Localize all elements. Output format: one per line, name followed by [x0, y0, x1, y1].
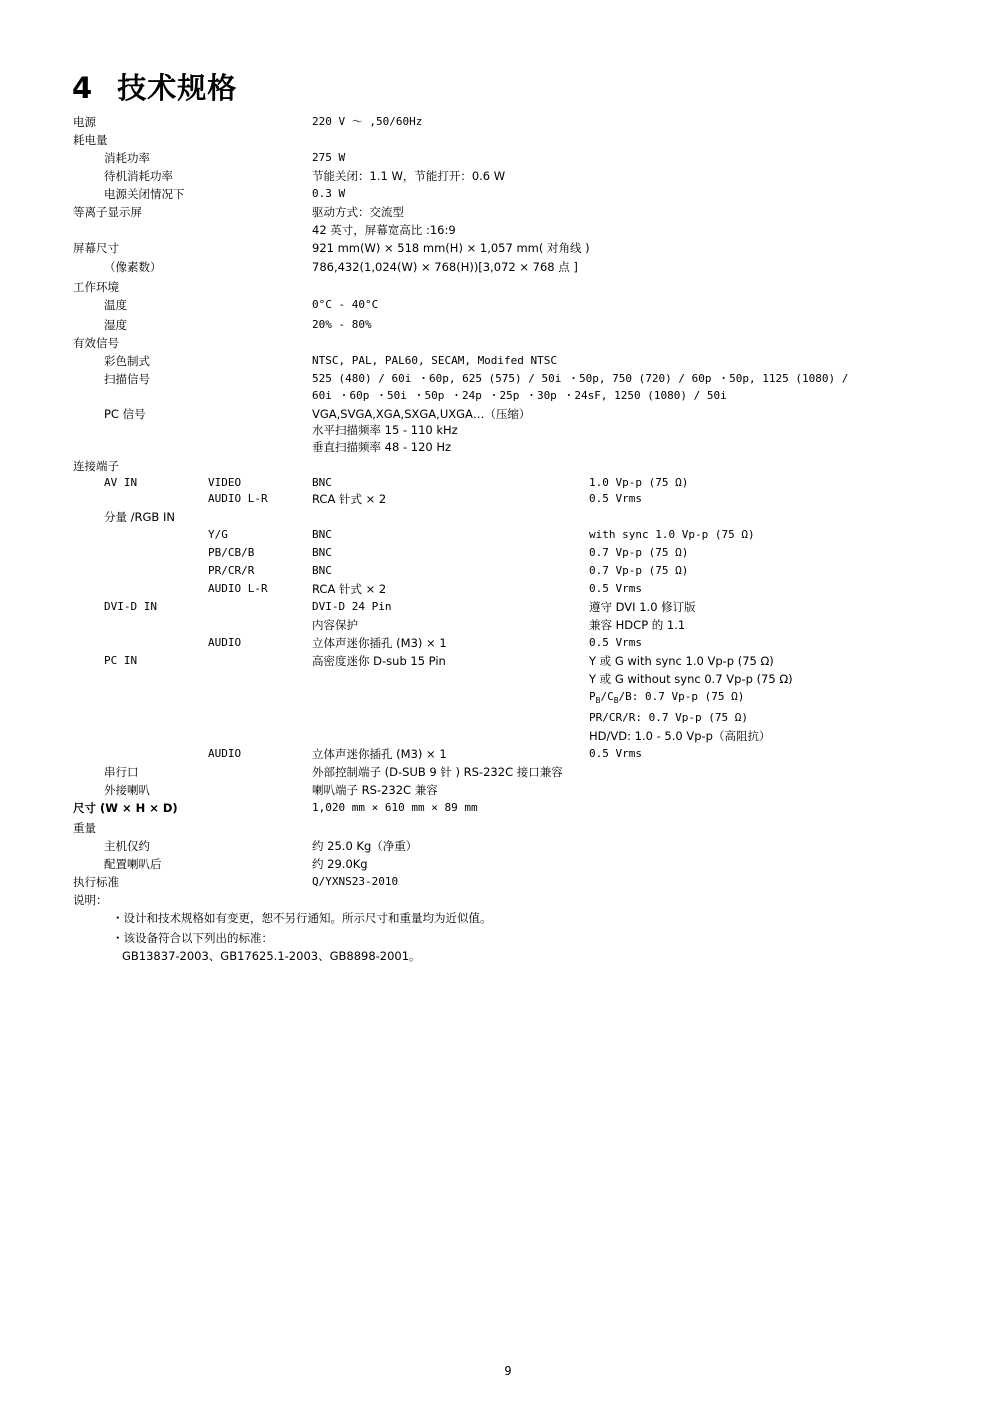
spec-label: 串行口 [104, 765, 139, 779]
spec-value: VGA,SVGA,XGA,SXGA,UXGA…（压缩） [312, 407, 531, 421]
spec-row-pc-in-3 [0, 688, 993, 706]
spec-value: Q/YXNS23-2010 [312, 875, 399, 888]
spec-label: 尺寸 (W × H × D) [73, 801, 178, 815]
spec-row-pixels [0, 258, 993, 276]
terminal-spec: 0.5 Vrms [589, 492, 642, 505]
terminal-connector: BNC [312, 476, 332, 489]
terminal-name: AUDIO L-R [208, 582, 268, 595]
spec-label: PC 信号 [104, 407, 146, 421]
spec-label: 扫描信号 [104, 372, 150, 386]
terminal-spec: Y 或 G without sync 0.7 Vp-p (75 Ω) [589, 672, 793, 686]
terminal-spec: 0.5 Vrms [589, 747, 642, 760]
terminal-connector: RCA 针式 × 2 [312, 582, 387, 596]
spec-value: 525 (480) / 60i ・60p, 625 (575) / 50i ・50p, 750 (720) / 60p ・50p, 1125 (1080) / [312, 372, 849, 385]
spec-label: 有效信号 [73, 336, 119, 350]
terminal-spec: 1.0 Vp-p (75 Ω) [589, 476, 689, 489]
spec-label: 主机仅约 [104, 839, 150, 853]
terminal-name: PR/CR/R [208, 564, 255, 577]
spec-row-humidity [0, 316, 993, 334]
spec-label: 执行标准 [73, 875, 119, 889]
spec-row-speaker [0, 781, 993, 799]
note-item [0, 929, 993, 947]
spec-label: 说明： [73, 893, 108, 907]
spec-value: 786,432(1,024(W) × 768(H))[3,072 × 768 点 ] [312, 260, 578, 274]
spec-row-panel [0, 203, 993, 221]
spec-label: 外接喇叭 [104, 783, 150, 797]
spec-row-weight-speakers [0, 855, 993, 873]
terminal-connector: DVI-D 24 Pin [312, 600, 392, 613]
section-heading [72, 66, 237, 107]
spec-label: 彩色制式 [104, 354, 150, 368]
spec-label: 重量 [73, 821, 96, 835]
spec-label: 温度 [104, 298, 127, 312]
terminal-connector: RCA 针式 × 2 [312, 492, 387, 506]
spec-label: 配置喇叭后 [104, 857, 162, 871]
spec-row-signals [0, 334, 993, 352]
terminal-connector: 立体声迷你插孔 (M3) × 1 [312, 636, 447, 650]
spec-row-pc-in-audio [0, 745, 993, 763]
spec-label: 待机消耗功率 [104, 169, 173, 183]
terminal-connector: 立体声迷你插孔 (M3) × 1 [312, 747, 447, 761]
spec-row-pc-in-2 [0, 670, 993, 688]
terminal-connector: BNC [312, 528, 332, 541]
spec-row-dvi-protection [0, 616, 993, 634]
spec-row-component-pb [0, 544, 993, 562]
spec-label: （像素数） [104, 260, 162, 274]
terminal-spec: PR/CR/R: 0.7 Vp-p (75 Ω) [589, 711, 748, 724]
spec-value: 1,020 mm × 610 mm × 89 mm [312, 801, 478, 814]
note-text: GB13837-2003、GB17625.1-2003、GB8898-2001。 [122, 949, 421, 963]
page-number: 9 [504, 1364, 512, 1378]
terminal-connector: BNC [312, 546, 332, 559]
spec-row-rated-power [0, 149, 993, 167]
spec-row-component-audio [0, 580, 993, 598]
spec-row-dvi-audio [0, 634, 993, 652]
spec-row-standby-power [0, 167, 993, 185]
spec-row-pc-in [0, 652, 993, 670]
spec-value: 外部控制端子 (D-SUB 9 针 ) RS-232C 接口兼容 [312, 765, 563, 779]
spec-value: 驱动方式：交流型 [312, 205, 404, 219]
terminal-name: AUDIO [208, 636, 242, 649]
terminal-spec: 0.7 Vp-p (75 Ω) [589, 564, 689, 577]
terminal-name: VIDEO [208, 476, 242, 489]
terminal-connector: 内容保护 [312, 618, 358, 632]
spec-row-temperature [0, 296, 993, 314]
spec-row-av-audio [0, 490, 993, 508]
spec-row-scan-signal [0, 370, 993, 388]
terminal-group: 分量 /RGB IN [104, 510, 175, 524]
spec-label: 电源关闭情况下 [104, 187, 185, 201]
spec-row-weight-main [0, 837, 993, 855]
note-item [0, 947, 993, 965]
spec-row-pc-in-5 [0, 727, 993, 745]
spec-value: 921 mm(W) × 518 mm(H) × 1,057 mm( 对角线 ) [312, 241, 590, 255]
spec-value: 约 25.0 Kg（净重） [312, 839, 418, 853]
section-number: 4 [72, 71, 94, 105]
terminal-spec: Y 或 G with sync 1.0 Vp-p (75 Ω) [589, 654, 774, 668]
spec-value: 喇叭端子 RS-232C 兼容 [312, 783, 438, 797]
spec-row-pc-hfreq [0, 421, 993, 439]
terminal-name: Y/G [208, 528, 228, 541]
spec-value: 20% - 80% [312, 318, 372, 331]
spec-label: 连接端子 [73, 459, 119, 473]
terminal-group: DVI-D IN [104, 600, 157, 613]
spec-value: 节能关闭：1.1 W，节能打开：0.6 W [312, 169, 506, 183]
terminal-spec: 0.5 Vrms [589, 636, 642, 649]
spec-value: 220 V ～ ,50/60Hz [312, 115, 423, 128]
terminal-spec: with sync 1.0 Vp-p (75 Ω) [589, 528, 755, 541]
spec-label: 等离子显示屏 [73, 205, 142, 219]
spec-label: 耗电量 [73, 133, 108, 147]
spec-row-weight [0, 819, 993, 837]
spec-row-power [0, 113, 993, 131]
terminal-spec: HD/VD: 1.0 - 5.0 Vp-p（高阻抗） [589, 729, 771, 743]
spec-row-screen-size [0, 239, 993, 257]
terminal-group: AV IN [104, 476, 138, 489]
spec-label: 消耗功率 [104, 151, 150, 165]
spec-value: 垂直扫描频率 48 - 120 Hz [312, 440, 452, 454]
terminal-connector: 高密度迷你 D-sub 15 Pin [312, 654, 446, 668]
spec-row-panel-size [0, 221, 993, 239]
terminal-spec: 0.5 Vrms [589, 582, 642, 595]
spec-row-component-pr [0, 562, 993, 580]
spec-row-power-off [0, 185, 993, 203]
spec-value: NTSC, PAL, PAL60, SECAM, Modifed NTSC [312, 354, 558, 367]
spec-row-dimensions [0, 799, 993, 817]
spec-value: 约 29.0Kg [312, 857, 368, 871]
terminal-name: AUDIO [208, 747, 242, 760]
spec-value: 275 W [312, 151, 346, 164]
spec-value: 0°C - 40°C [312, 298, 379, 311]
spec-value: 水平扫描频率 15 - 110 kHz [312, 423, 458, 437]
terminal-name: PB/CB/B [208, 546, 255, 559]
section-title: 技术规格 [117, 71, 238, 105]
spec-row-component [0, 508, 993, 526]
spec-row-environment [0, 278, 993, 296]
spec-row-pc-in-4 [0, 709, 993, 727]
note-text: ・设计和技术规格如有变更，恕不另行通知。所示尺寸和重量均为近似值。 [112, 911, 492, 925]
terminal-spec: 兼容 HDCP 的 1.1 [589, 618, 686, 632]
notes-heading [0, 891, 993, 909]
terminal-group: PC IN [104, 654, 138, 667]
spec-row-pc-vfreq [0, 438, 993, 456]
spec-label: 湿度 [104, 318, 127, 332]
spec-label: 电源 [73, 115, 96, 129]
spec-row-dvi [0, 598, 993, 616]
spec-label: 屏幕尺寸 [73, 241, 119, 255]
spec-row-color-system [0, 352, 993, 370]
spec-row-scan-signal-cont [0, 387, 993, 405]
spec-label: 工作环境 [73, 280, 119, 294]
terminal-spec: 遵守 DVI 1.0 修订版 [589, 600, 696, 614]
note-text: ・该设备符合以下列出的标准： [112, 931, 273, 945]
spec-row-consumption [0, 131, 993, 149]
spec-row-component-yg [0, 526, 993, 544]
spec-row-serial [0, 763, 993, 781]
terminal-spec: $P_B/C_B/B$: 0.7 Vp-p (75 Ω) [589, 690, 745, 705]
spec-value: 42 英寸，屏幕宽高比 :16:9 [312, 223, 456, 237]
note-item [0, 909, 993, 927]
spec-value: 60i ・60p ・50i ・50p ・24p ・25p ・30p ・24sF, 1250 (1080) / 50i [312, 389, 727, 402]
terminal-spec: 0.7 Vp-p (75 Ω) [589, 546, 689, 559]
spec-row-standard [0, 873, 993, 891]
terminal-name: AUDIO L-R [208, 492, 268, 505]
terminal-connector: BNC [312, 564, 332, 577]
spec-row-terminals [0, 457, 993, 475]
spec-value: 0.3 W [312, 187, 346, 200]
